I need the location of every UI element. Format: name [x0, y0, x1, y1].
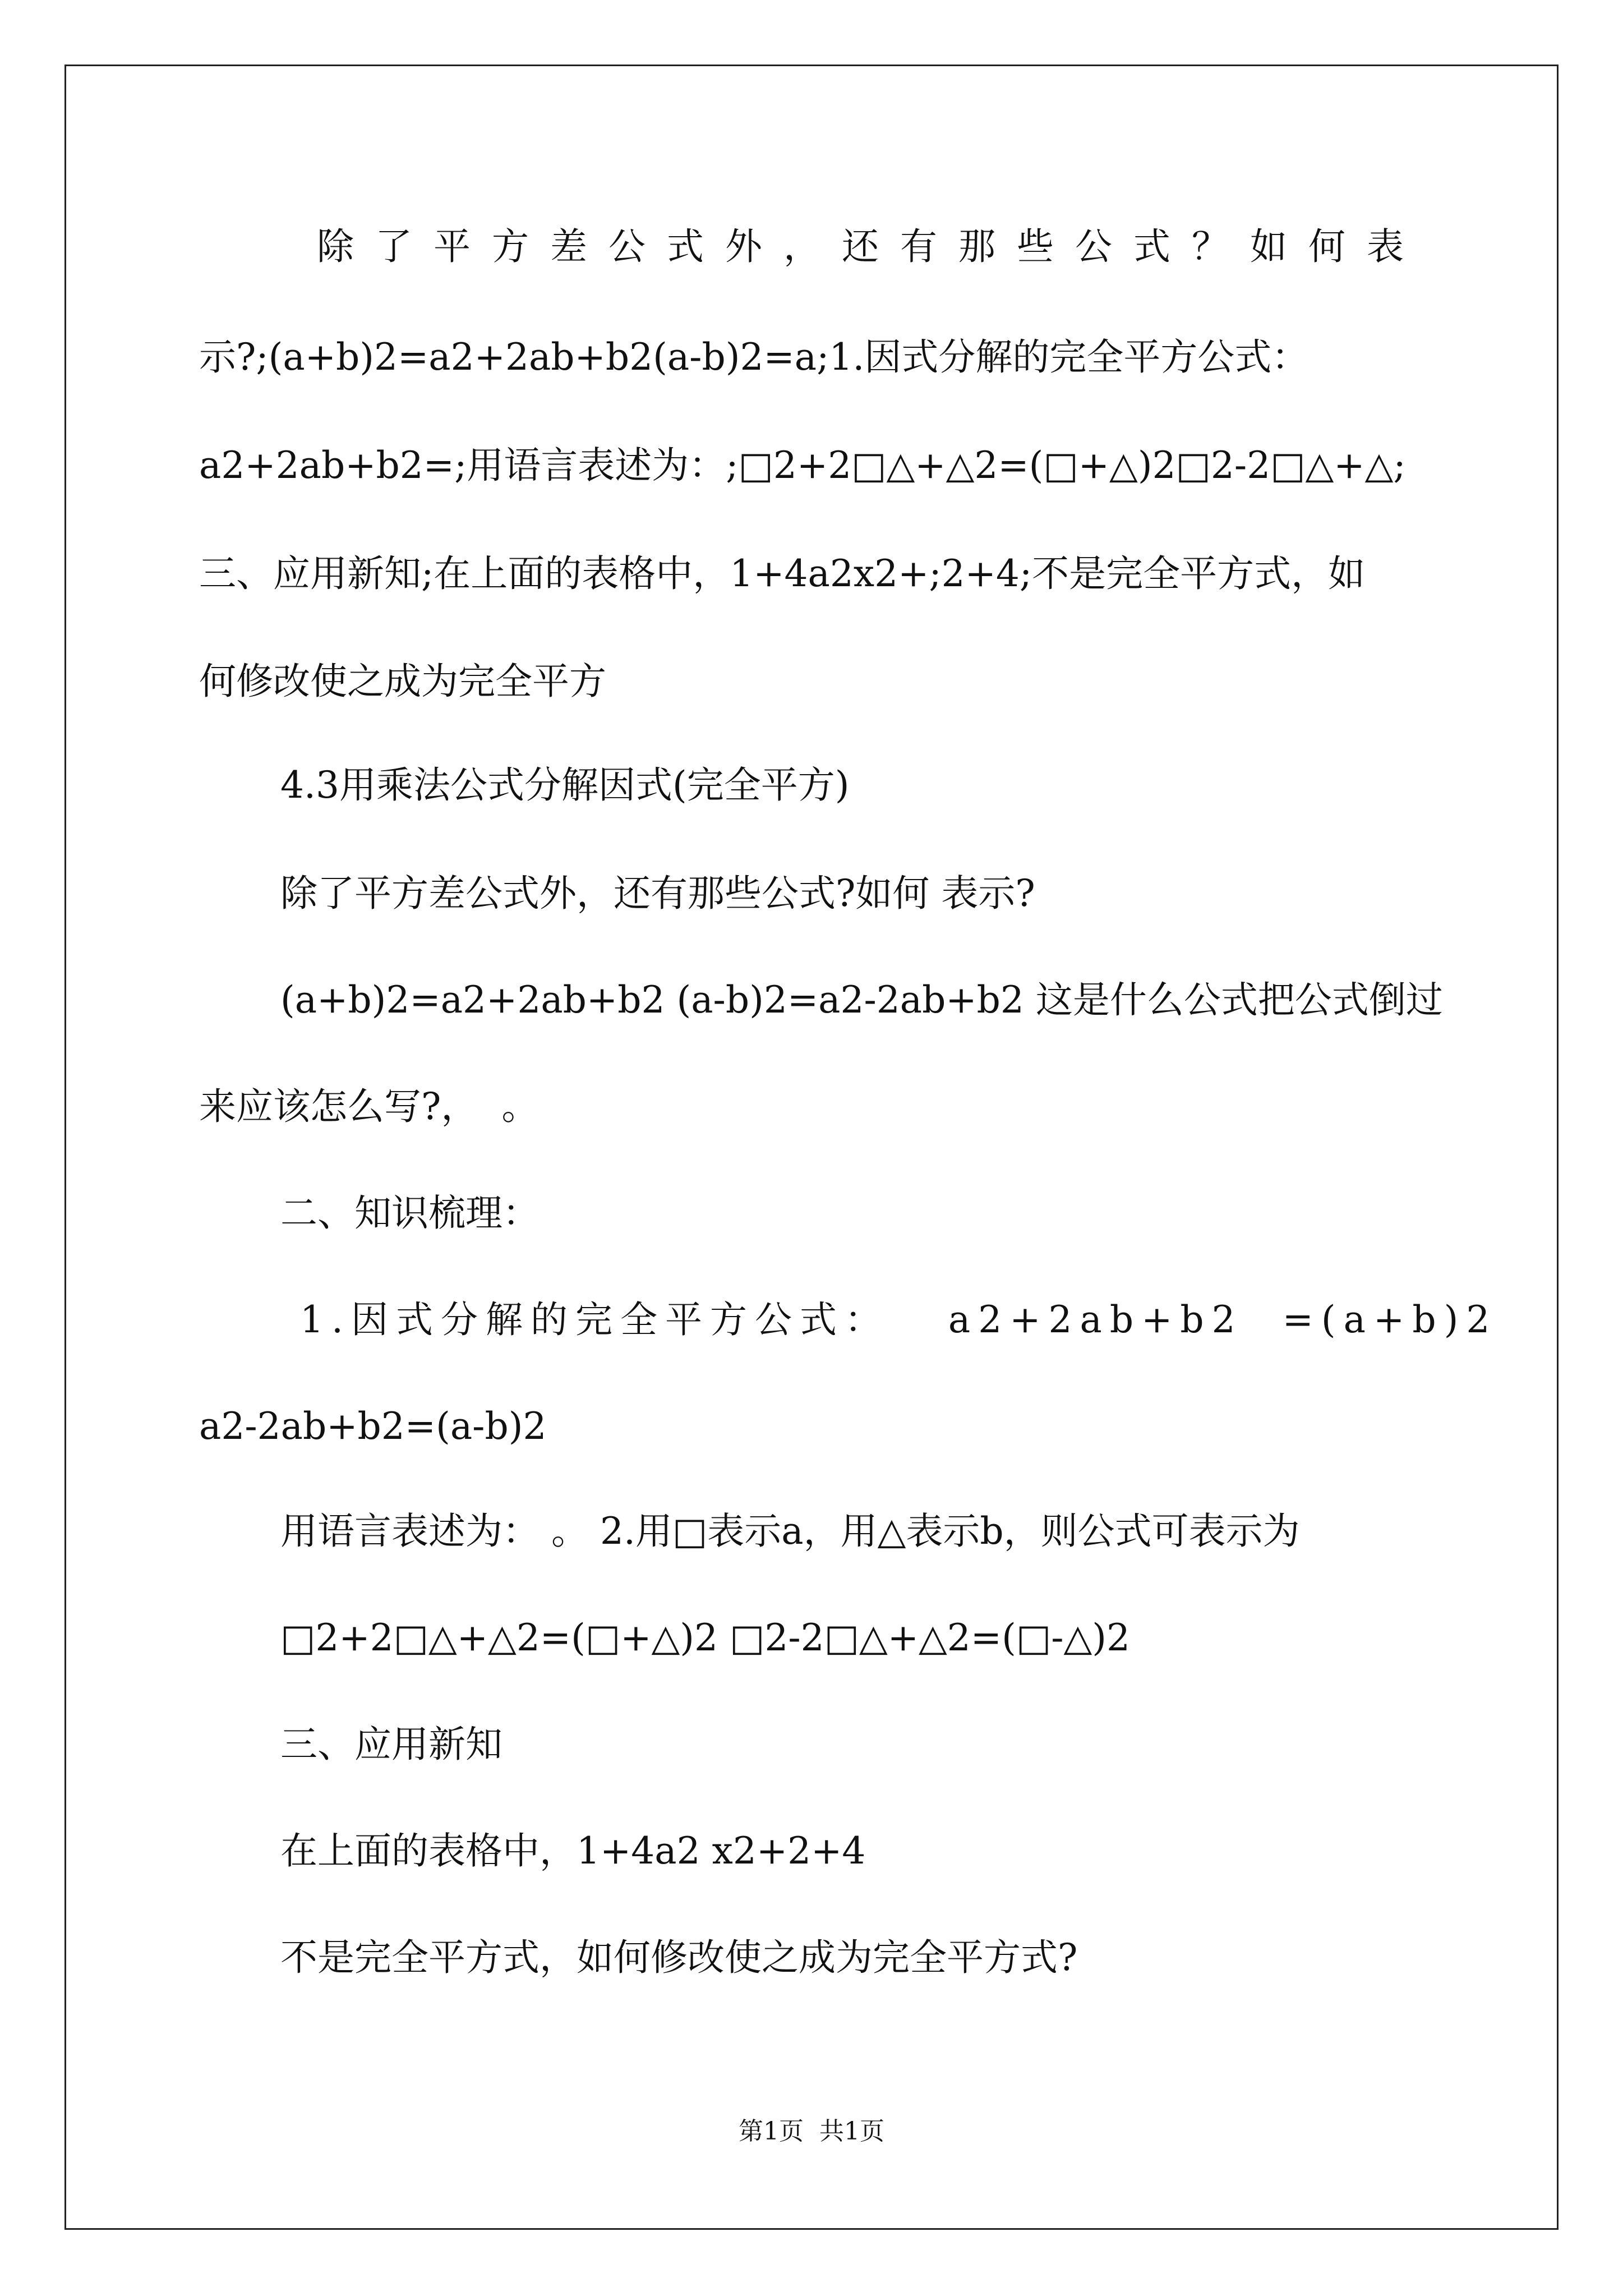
- paragraph-1-line-3: a2+2ab+b2=;用语言表述为：;□2+2□△+△2=(□+△)2□2-2□△+△;: [199, 444, 1406, 487]
- page-border: [64, 65, 1559, 2230]
- paragraph-1-line-1: [317, 222, 1427, 272]
- paragraph-1-line-5: 何修改使之成为完全平方: [199, 660, 606, 703]
- item-2-line-1: 用语言表述为： 。 2.用□表示a，用△表示b，则公式可表示为: [280, 1510, 1300, 1553]
- page-footer: 第1页 共1页: [739, 2117, 884, 2146]
- apply-line-2: 不是完全平方式，如何修改使之成为完全平方式?: [280, 1936, 1078, 1979]
- apply-line-1: 在上面的表格中，1+4a2 x2+2+4: [280, 1829, 866, 1872]
- apply-heading: 三、应用新知: [280, 1723, 502, 1766]
- formulas-line-2: 来应该怎么写?， 。: [199, 1085, 539, 1128]
- item-1-line-2: a2-2ab+b2=(a-b)2: [199, 1405, 547, 1448]
- paragraph-1-line-4: 三、应用新知;在上面的表格中，1+4a2x2+;2+4;不是完全平方式，如: [199, 552, 1366, 595]
- section-title: 4.3用乘法公式分解因式(完全平方): [280, 763, 850, 807]
- paragraph-1-line-1-text: 除了平方差公式外，还有那些公式？如何表: [317, 225, 1425, 268]
- item-2-line-2: □2+2□△+△2=(□+△)2 □2-2□△+△2=(□-△)2: [280, 1616, 1131, 1659]
- knowledge-heading: 二、知识梳理：: [280, 1191, 540, 1235]
- formulas-line-1: (a+b)2=a2+2ab+b2 (a-b)2=a2-2ab+b2 这是什么公式把公式倒过: [280, 978, 1443, 1022]
- item-1-line-1: 1.因式分解的完全平方公式： a2+2ab+b2 =(a+b)2: [280, 1298, 1498, 1341]
- question-text: 除了平方差公式外，还有那些公式?如何 表示?: [280, 872, 1035, 915]
- paragraph-1-line-2: 示?;(a+b)2=a2+2ab+b2(a-b)2=a;1.因式分解的完全平方公式：: [199, 335, 1309, 379]
